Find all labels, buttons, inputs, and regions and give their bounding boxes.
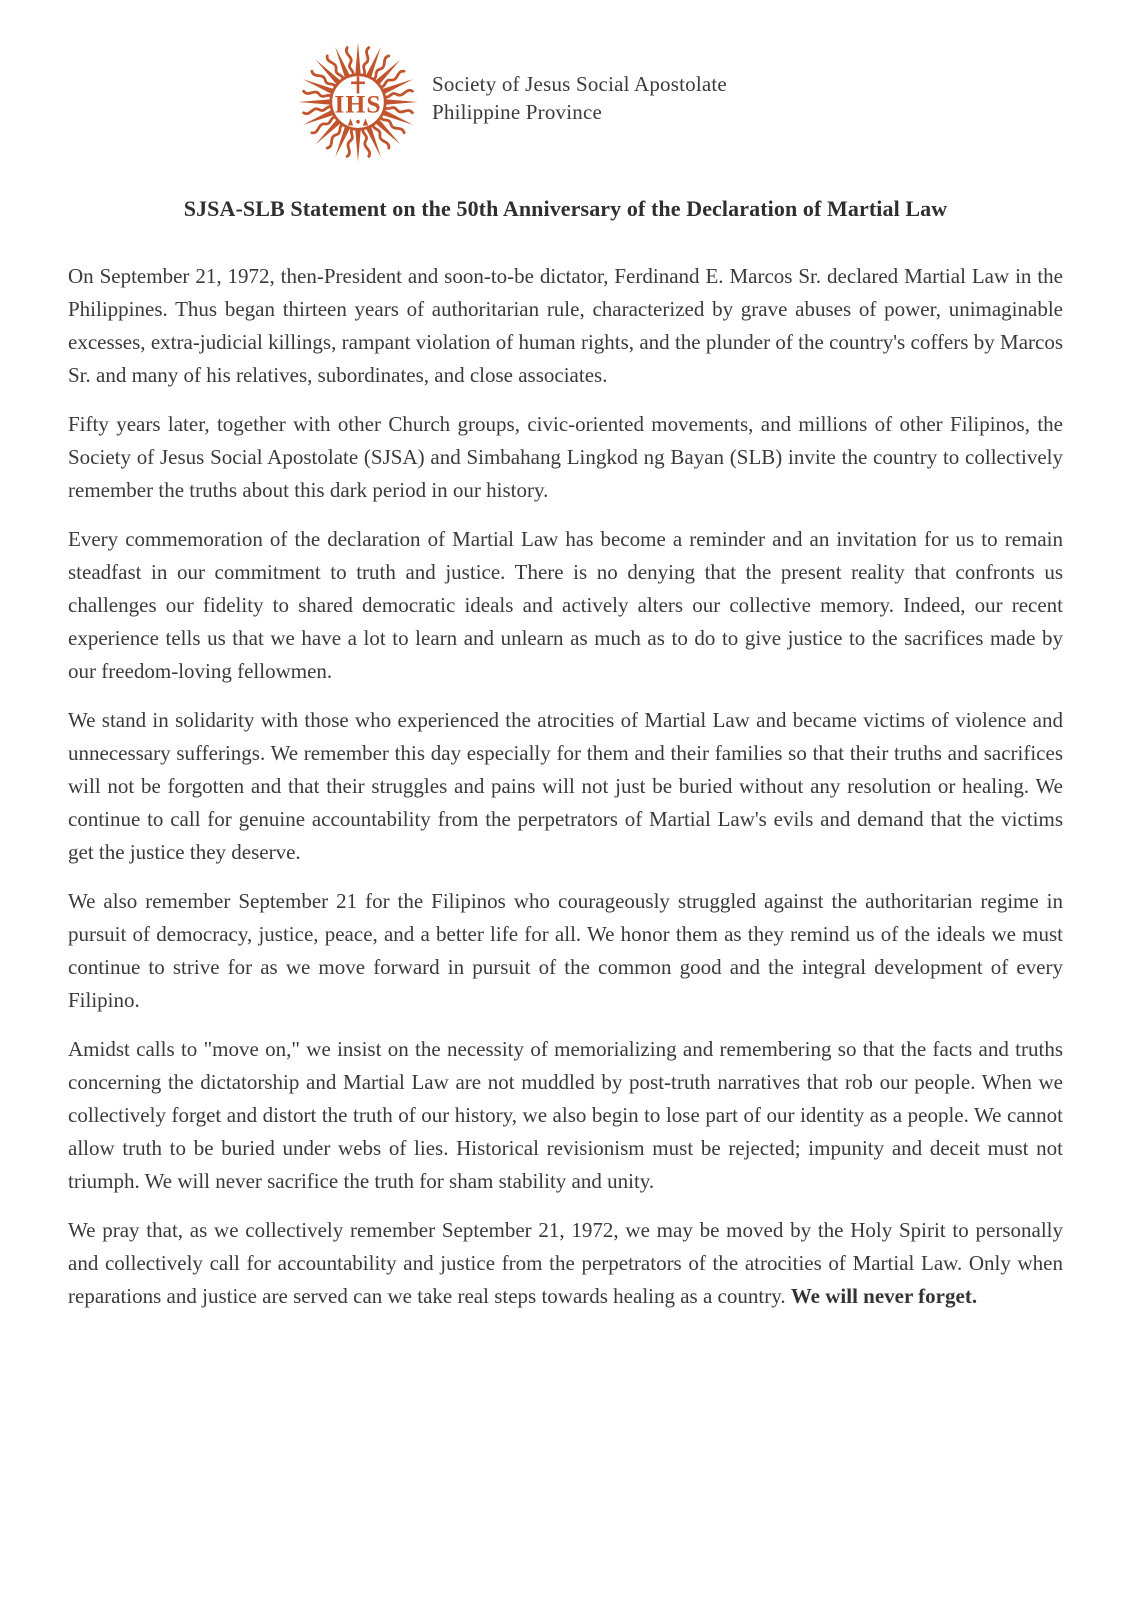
paragraph-6: Amidst calls to "move on," we insist on the necessity of memorializing and remembering so that the facts and truths concerning the dictatorship and Martial Law are not muddled by post-truth narratives that rob our people. When we collectively forget and distort the truth of our history, we also begin to lose part of our identity as a people. We cannot allow truth to be buried under webs of lies. Historical revisionism must be rejected; impunity and deceit must not triumph. We will never sacrifice the truth for sham stability and unity. — [68, 1037, 1063, 1193]
statement-body — [68, 260, 1063, 1313]
paragraph-4: We stand in solidarity with those who experienced the atrocities of Martial Law and became victims of violence and unnecessary sufferings. We remember this day especially for them and their families so that their truths and sacrifices will not be forgotten and that their struggles and pains will not just be buried without any resolution or healing. We continue to call for genuine accountability from the perpetrators of Martial Law's evils and demand that the victims get the justice they deserve. — [68, 708, 1063, 864]
statement-title: SJSA-SLB Statement on the 50th Anniversary of the Declaration of Martial Law — [183, 196, 948, 221]
org-name-line1: Society of Jesus Social Apostolate — [432, 72, 727, 96]
paragraph-2: Fifty years later, together with other Church groups, civic-oriented movements, and millions of other Filipinos, the Society of Jesus Social Apostolate (SJSA) and Simbahang Lingkod ng Bayan (SLB) invite the country to collectively remember the truths about this dark period in our history. — [68, 412, 1063, 502]
closing-text: We pray that, as we collectively remember September 21, 1972, we may be moved by the Holy Spirit to personally and collectively call for accountability and justice from the perpetrators of the atrocities of Martial Law. Only when reparations and justice are served can we take real steps towards healing as a country. — [68, 1218, 1063, 1308]
ihs-logo-graphic — [294, 38, 422, 166]
org-name-block — [432, 70, 727, 126]
letterhead — [0, 0, 727, 166]
closing-paragraph — [68, 1214, 1063, 1313]
ihs-monogram: IHS — [334, 89, 382, 119]
jesuit-ihs-sunburst-logo — [294, 38, 422, 166]
paragraph-1: On September 21, 1972, then-President and soon-to-be dictator, Ferdinand E. Marcos Sr. declared Martial Law in the Philippines. Thus began thirteen years of authoritarian rule, characterized by grave abuses of power, unimaginable excesses, extra-judicial killings, rampant violation of human rights, and the plunder of the country's coffers by Marcos Sr. and many of his relatives, subordinates, and close associates. — [68, 264, 1063, 387]
org-name-line2: Philippine Province — [432, 100, 603, 124]
paragraph-5: We also remember September 21 for the Filipinos who courageously struggled against the authoritarian regime in pursuit of democracy, justice, peace, and a better life for all. We honor them as they remind us of the ideals we must continue to strive for as we move forward in pursuit of the common good and the integral development of every Filipino. — [68, 889, 1063, 1012]
paragraph-3: Every commemoration of the declaration of Martial Law has become a reminder and an invitation for us to remain steadfast in our commitment to truth and justice. There is no denying that the present reality that confronts us challenges our fidelity to shared democratic ideals and actively alters our collective memory. Indeed, our recent experience tells us that we have a lot to learn and unlearn as much as to do to give justice to the sacrifices made by our freedom-loving fellowmen. — [68, 527, 1063, 683]
never-forget-emphasis: We will never forget. — [790, 1284, 978, 1308]
